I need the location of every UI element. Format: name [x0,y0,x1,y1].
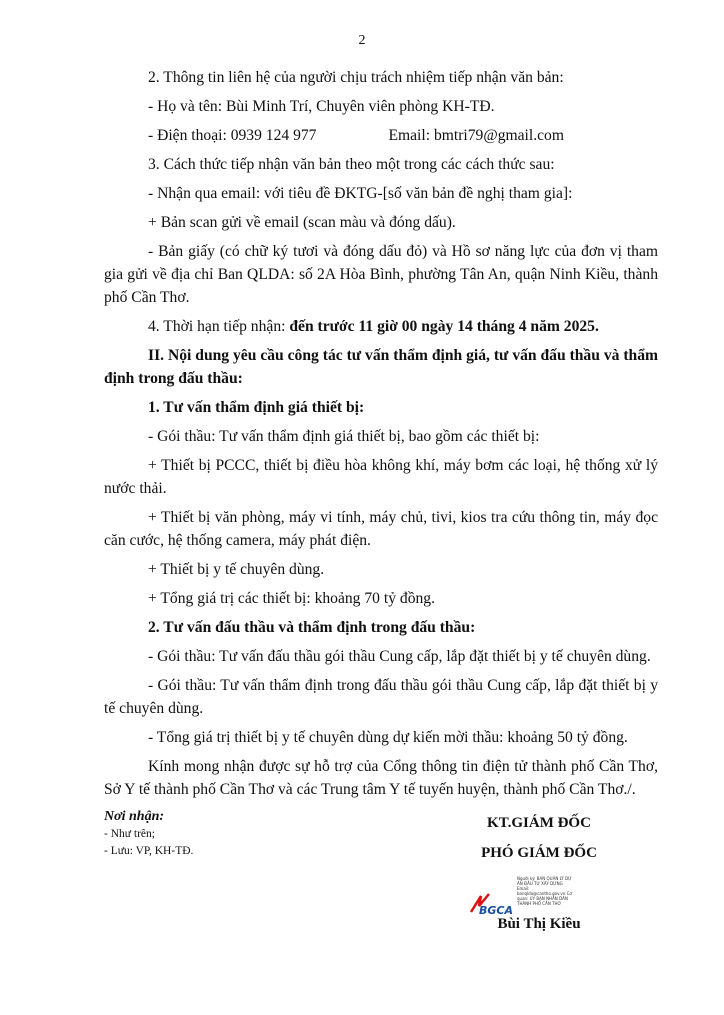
deadline [104,315,658,338]
recipient-item: - Lưu: VP, KH-TĐ. [104,845,194,857]
document-body [104,66,658,807]
logo-text: BGCA [479,904,513,917]
receipt-heading: 3. Cách thức tiếp nhận văn bản theo một trong các cách thức sau: [148,156,555,173]
sub2-heading: 2. Tư vấn đấu thầu và thẩm định trong đấu thầu: [148,619,476,636]
contact-email: Email: bmtri79@gmail.com [388,127,564,144]
deadline-value: đến trước 11 giờ 00 ngày 14 tháng 4 năm 2025. [289,318,599,335]
recipients-block [104,808,324,860]
sub1-item: - Gói thầu: Tư vấn thẩm định giá thiết bị, bao gồm các thiết bị: [148,428,540,445]
signer-name: Bùi Thị Kiều [497,916,581,932]
sub1-item: + Thiết bị y tế chuyên dùng. [148,561,325,578]
closing-paragraph: Kính mong nhận được sự hỗ trợ của Cổng thông tin điện tử thành phố Cần Thơ, Sở Y tế thành phố Cần Thơ và các Trung tâm Y tế tuyến huyện, thành phố Cần Thơ./. [104,758,658,798]
digital-signature-text: Người ký: BAN QUẢN LÝ DỰ ÁN ĐẦU TƯ XÂY DỰNG Email: banqlda@cantho.gov.vn Cơ quan: UY BAN NHÂN DÂN THÀNH PHỐ CẦN THƠ [517,876,572,906]
page-number: 2 [358,33,366,48]
recipient-item: - Như trên; [104,828,155,840]
receipt-by-email: - Nhận qua email: với tiêu đề ĐKTG-[số văn bản đề nghị tham gia]: [148,185,573,202]
section2-heading: II. Nội dung yêu cầu công tác tư vấn thẩm định giá, tư vấn đấu thầu và thẩm định trong đấu thầu: [104,347,658,387]
deadline-label: 4. Thời hạn tiếp nhận: [148,318,290,335]
sub1-item: + Thiết bị văn phòng, máy vi tính, máy chủ, tivi, kios tra cứu thông tin, máy đọc căn cước, hệ thống camera, máy phát điện. [104,509,658,549]
receipt-scan: + Bản scan gửi về email (scan màu và đóng dấu). [148,214,456,231]
sub1-item: + Thiết bị PCCC, thiết bị điều hòa không khí, máy bơm các loại, hệ thống xử lý nước thải. [104,457,658,497]
contact-heading: 2. Thông tin liên hệ của người chịu trách nhiệm tiếp nhận văn bản: [148,69,564,86]
sub2-item: - Gói thầu: Tư vấn đấu thầu gói thầu Cung cấp, lắp đặt thiết bị y tế chuyên dùng. [148,648,651,665]
sub2-item: - Gói thầu: Tư vấn thẩm định trong đấu thầu gói thầu Cung cấp, lắp đặt thiết bị y tế chuyên dùng. [104,677,658,717]
recipients-title: Nơi nhận: [104,809,165,824]
digital-signature-stamp [469,876,572,920]
signature-title-1: KT.GIÁM ĐỐC [487,815,591,831]
sub1-item: + Tổng giá trị các thiết bị: khoảng 70 tỷ đồng. [148,590,435,607]
sub1-heading: 1. Tư vấn thẩm định giá thiết bị: [148,399,365,416]
signature-block [434,808,644,868]
contact-phone: - Điện thoại: 0939 124 977 [148,127,317,144]
sub2-item: - Tổng giá trị thiết bị y tế chuyên dùng dự kiến mời thầu: khoảng 50 tỷ đồng. [148,729,628,746]
contact-phone-email [104,124,658,147]
receipt-paper: - Bản giấy (có chữ ký tươi và đóng dấu đỏ) và Hồ sơ năng lực của đơn vị tham gia gửi về địa chỉ Ban QLDA: số 2A Hòa Bình, phường Tân An, quận Ninh Kiều, thành phố Cần Thơ. [104,243,658,306]
contact-name: - Họ và tên: Bùi Minh Trí, Chuyên viên phòng KH-TĐ. [148,98,495,115]
signature-title-2: PHÓ GIÁM ĐỐC [481,845,597,861]
